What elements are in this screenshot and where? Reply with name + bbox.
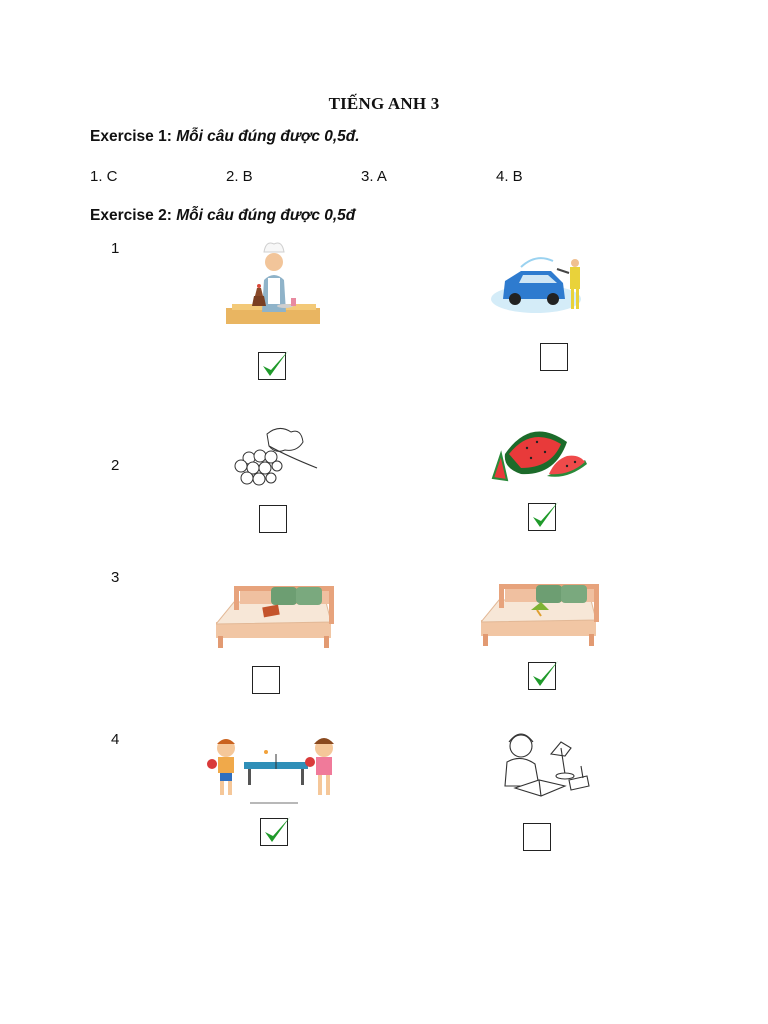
bed-with-fan-picture — [481, 570, 601, 650]
page-title: TIẾNG ANH 3 — [328, 94, 440, 113]
exercise-2-label: Exercise 2: — [90, 207, 172, 224]
answer-3: 3. A — [361, 168, 387, 185]
q3-left-checkbox[interactable] — [252, 666, 280, 694]
grapes-sketch-picture — [229, 424, 321, 492]
q1-left-checkbox[interactable] — [258, 352, 286, 380]
q3-right-checkbox[interactable] — [528, 662, 556, 690]
watermelon-picture — [491, 424, 591, 486]
q4-left-checkbox[interactable] — [260, 818, 288, 846]
answer-2: 2. B — [226, 168, 253, 185]
exercise-1-label: Exercise 1: — [90, 128, 172, 145]
chef-baking-cake-picture — [224, 240, 324, 328]
question-4-number: 4 — [111, 731, 120, 748]
checkmark-icon — [262, 813, 292, 847]
question-3-number: 3 — [111, 569, 120, 586]
girl-reading-sketch-picture — [495, 726, 591, 802]
exercise-1-heading — [90, 128, 360, 146]
q2-left-checkbox[interactable] — [259, 505, 287, 533]
q1-right-checkbox[interactable] — [540, 343, 568, 371]
exercise-2-note: Mỗi câu đúng được 0,5đ — [176, 207, 356, 224]
answer-4: 4. B — [496, 168, 523, 185]
exercise-1-note: Mỗi câu đúng được 0,5đ. — [176, 128, 360, 145]
question-2-number: 2 — [111, 457, 120, 474]
exercise-2-heading — [90, 207, 355, 225]
answer-1: 1. C — [90, 168, 118, 185]
bed-with-book-picture — [216, 572, 336, 652]
checkmark-icon — [530, 657, 560, 691]
q2-right-checkbox[interactable] — [528, 503, 556, 531]
checkmark-icon — [260, 347, 290, 381]
man-washing-car-picture — [491, 249, 591, 319]
question-1-number: 1 — [111, 240, 120, 257]
kids-table-tennis-picture — [206, 734, 342, 808]
checkmark-icon — [530, 498, 560, 532]
q4-right-checkbox[interactable] — [523, 823, 551, 851]
